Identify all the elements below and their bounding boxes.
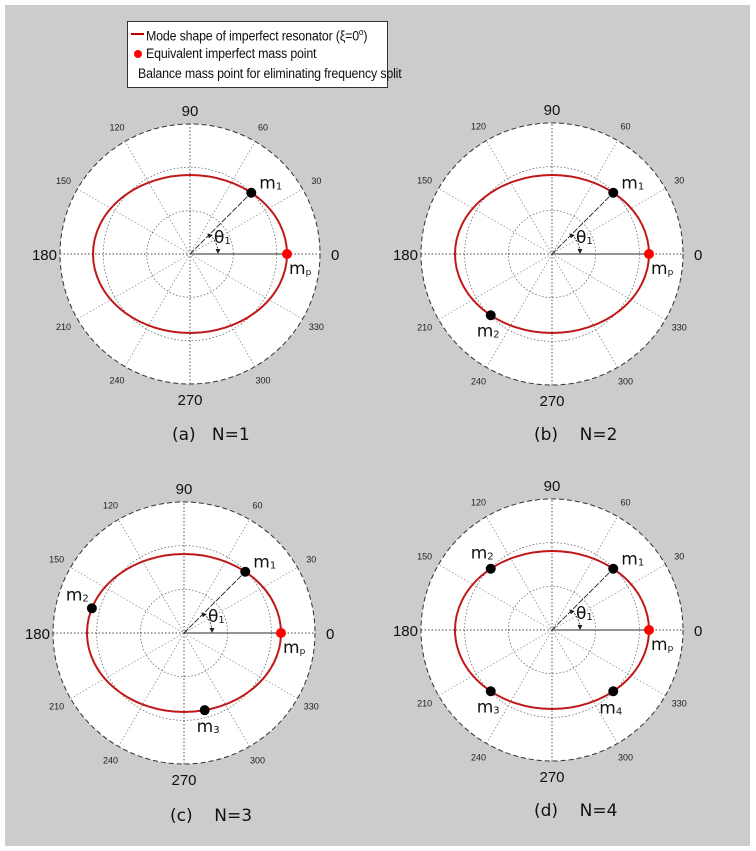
balance-label-m1: m1 <box>621 173 645 194</box>
angle-label-120: 120 <box>470 497 487 508</box>
angle-label-0: 0 <box>694 623 703 640</box>
angle-label-150: 150 <box>417 175 433 186</box>
angle-label-330: 330 <box>671 322 687 333</box>
mp-label: mp <box>289 259 312 279</box>
angle-label-180: 180 <box>392 623 418 640</box>
angle-label-270: 270 <box>177 392 203 409</box>
legend-label-mode-shape: Mode shape of imperfect resonator (ξ=0 <box>146 28 359 44</box>
theta-label: θ1 <box>214 228 231 248</box>
legend-item-mode-shape: Mode shape of imperfect resonator $(\xi=0^o)$ <box>131 24 387 44</box>
angle-label-120: 120 <box>109 122 125 133</box>
angle-label-90: 90 <box>543 478 561 495</box>
angle-label-300: 300 <box>617 752 634 763</box>
balance-mass-point-m2 <box>486 310 496 320</box>
balance-mass-point-m3 <box>200 705 210 715</box>
angle-label-240: 240 <box>109 375 125 386</box>
angle-label-30: 30 <box>674 175 685 186</box>
theta-label: θ1 <box>576 228 593 248</box>
angle-label-180: 180 <box>392 247 418 264</box>
imperfect-mass-point <box>282 249 292 259</box>
red-dot-icon <box>134 50 142 58</box>
angle-label-60: 60 <box>257 122 269 133</box>
legend-item-balance-mass <box>131 64 402 84</box>
legend-item-imperfect-mass <box>131 44 387 64</box>
caption-b: (b) N=2 <box>534 425 618 445</box>
angle-label-300: 300 <box>255 375 271 386</box>
mp-label: mp <box>651 259 674 279</box>
angle-label-210: 210 <box>49 701 65 712</box>
angle-label-120: 120 <box>102 500 119 511</box>
angle-label-270: 270 <box>539 393 565 410</box>
angle-label-240: 240 <box>470 376 487 387</box>
balance-label-m1: m1 <box>621 549 645 570</box>
angle-label-270: 270 <box>539 769 565 786</box>
balance-mass-point-m2 <box>486 564 496 574</box>
angle-label-0: 0 <box>331 247 340 264</box>
angle-label-270: 270 <box>171 772 197 789</box>
legend-label-imperfect-mass: Equivalent imperfect mass point <box>146 46 317 61</box>
angle-label-240: 240 <box>102 755 119 766</box>
balance-mass-point-m1 <box>246 188 256 198</box>
balance-mass-point-m1 <box>608 188 618 198</box>
angle-label-90: 90 <box>181 103 199 120</box>
caption-d: (d) N=4 <box>534 801 618 821</box>
angle-label-120: 120 <box>470 121 487 132</box>
polar-plot-c <box>25 481 334 789</box>
balance-label-m1: m1 <box>253 552 277 573</box>
angle-label-330: 330 <box>671 698 687 709</box>
theta-label: θ1 <box>576 604 593 624</box>
angle-label-210: 210 <box>417 322 433 333</box>
angle-label-90: 90 <box>543 102 561 119</box>
balance-mass-point-m1 <box>240 567 250 577</box>
angle-label-210: 210 <box>56 322 72 332</box>
angle-label-60: 60 <box>620 497 631 508</box>
angle-label-330: 330 <box>303 701 319 712</box>
angle-label-30: 30 <box>306 554 317 565</box>
caption-a: (a) N=1 <box>172 425 250 445</box>
legend <box>127 21 402 88</box>
balance-label-m2: m2 <box>65 585 89 606</box>
balance-label-m3: m3 <box>196 717 220 738</box>
angle-label-30: 30 <box>311 176 322 186</box>
balance-mass-point-m4 <box>608 686 618 696</box>
angle-label-0: 0 <box>694 247 703 264</box>
balance-label-m2: m2 <box>476 321 500 342</box>
balance-label-m1: m1 <box>259 173 283 194</box>
polar-plot-d <box>393 478 702 786</box>
angle-label-30: 30 <box>674 551 685 562</box>
imperfect-mass-point <box>644 249 654 259</box>
angle-label-150: 150 <box>49 554 65 565</box>
imperfect-mass-point <box>644 625 654 635</box>
balance-mass-point-m3 <box>486 686 496 696</box>
angle-label-300: 300 <box>249 755 266 766</box>
angle-label-330: 330 <box>308 322 324 332</box>
angle-label-150: 150 <box>417 551 433 562</box>
angle-label-180: 180 <box>24 626 50 643</box>
imperfect-mass-point <box>276 628 286 638</box>
mp-label: mp <box>651 635 674 655</box>
angle-label-90: 90 <box>175 481 193 498</box>
legend-label-balance-mass: Balance mass point for eliminating frequency split <box>138 66 402 81</box>
angle-label-150: 150 <box>56 176 72 186</box>
angle-label-60: 60 <box>252 500 263 511</box>
polar-plot-a <box>32 103 339 409</box>
balance-label-m3: m3 <box>476 697 500 718</box>
balance-mass-point-m1 <box>608 564 618 574</box>
red-line-icon <box>131 33 144 35</box>
angle-label-0: 0 <box>326 626 335 643</box>
angle-label-210: 210 <box>417 698 433 709</box>
polar-plot-b <box>393 102 702 410</box>
balance-label-m2: m2 <box>470 543 494 564</box>
caption-c: (c) N=3 <box>170 806 253 826</box>
angle-label-60: 60 <box>620 121 631 132</box>
angle-label-240: 240 <box>470 752 487 763</box>
angle-label-180: 180 <box>31 247 57 264</box>
balance-label-m4: m4 <box>599 698 623 719</box>
balance-mass-point-m2 <box>87 603 97 613</box>
mp-label: mp <box>283 638 306 658</box>
theta-label: θ1 <box>208 607 225 627</box>
angle-label-300: 300 <box>617 376 634 387</box>
